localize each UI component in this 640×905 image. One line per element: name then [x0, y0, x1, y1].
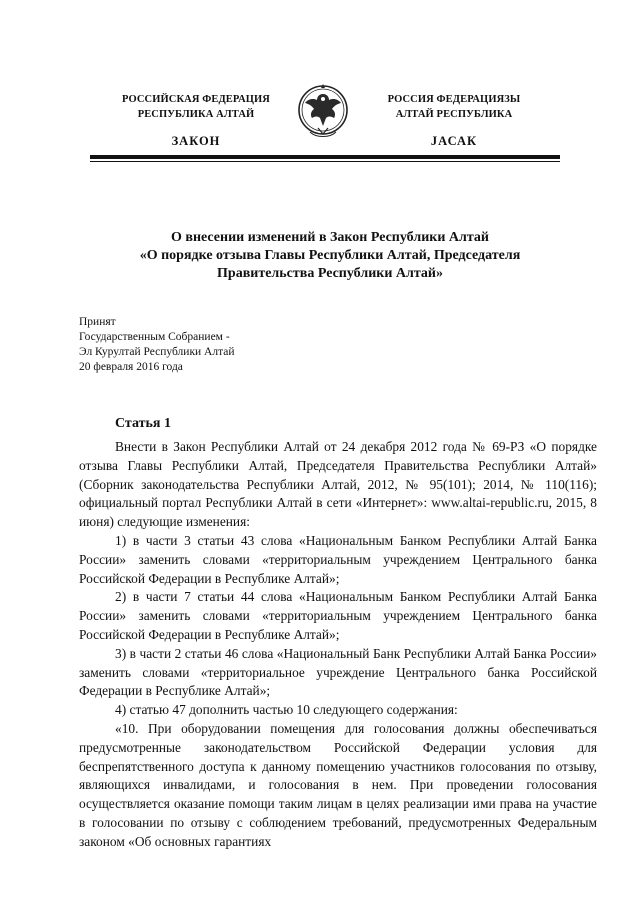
article-item: 3) в части 2 статьи 46 слова «Национальный Банк Республики Алтай Банка России» заменить словами «территориальное учреждение Центрального банка Российской Федерации в Республике Алтай»;	[79, 645, 597, 699]
header-altai	[362, 92, 546, 149]
law-title-line: «О порядке отзыва Главы Республики Алтай, Председателя	[139, 248, 521, 263]
adoption-line: Эл Курултай Республики Алтай	[79, 346, 235, 358]
header-republic-ru: РЕСПУБЛИКА АЛТАЙ	[137, 109, 255, 120]
law-title	[80, 229, 580, 283]
article-paragraph: Внести в Закон Республики Алтай от 24 декабря 2012 года № 69-РЗ «О порядке отзыва Главы Республики Алтай, Председателя Правительства Республики Алтай» (Сборник законодательства Республики Алтай, 2012, № 95(101); 2014, № 110(116); официальный портал Республики Алтай в сети «Интернет»: www.altai-republic.ru, 2015, 8 июня) следующие изменения:	[79, 439, 597, 530]
adoption-line: Государственным Собранием -	[79, 331, 230, 343]
header-russian	[108, 92, 284, 149]
altai-emblem-icon	[296, 82, 350, 144]
header-country-ru: РОССИЙСКАЯ ФЕДЕРАЦИЯ	[122, 94, 270, 105]
article-heading: Статья 1	[115, 416, 171, 431]
adoption-line: Принят	[79, 316, 116, 328]
header-divider-thin	[90, 161, 560, 162]
article-item: 1) в части 3 статьи 43 слова «Национальным Банком Республики Алтай Банка России» заменить словами «территориальным учреждением Центрального банка Российской Федерации в Республике Алтай»;	[79, 532, 597, 586]
article-item: 2) в части 7 статьи 44 слова «Национальным Банком Республики Алтай Банка России» заменить словами «территориальным учреждением Центрального банка Российской Федерации в Республике Алтай»;	[79, 589, 597, 642]
header-doc-type-ru: ЗАКОН	[171, 134, 221, 148]
article-body	[79, 438, 597, 852]
article-item: 4) статью 47 дополнить частью 10 следующего содержания:	[115, 702, 458, 718]
law-title-line: Правительства Республики Алтай»	[217, 266, 443, 281]
document-header	[0, 82, 640, 172]
adoption-block	[79, 315, 235, 375]
header-republic-alt: АЛТАЙ РЕСПУБЛИКА	[395, 109, 513, 120]
header-country-alt: РОССИЯ ФЕДЕРАЦИЯЗЫ	[387, 94, 521, 105]
article-quoted-text: «10. При оборудовании помещения для голосования должны обеспечиваться предусмотренные законодательством Российской Федерации условия для беспрепятственного доступа к данному помещению участников голосования по отзыву, являющихся инвалидами, и голосования в нем. При проведении голосования осуществляется оказание помощи таким лицам в целях реализации ими права на участие в голосовании по отзыву с соблюдением требований, предусмотренных Федеральным законом «Об основных гарантиях	[79, 720, 597, 849]
header-doc-type-alt: JАСАК	[430, 134, 478, 148]
adoption-date: 20 февраля 2016 года	[79, 361, 183, 373]
header-divider-thick	[90, 155, 560, 159]
law-title-line: О внесении изменений в Закон Республики Алтай	[171, 230, 489, 245]
